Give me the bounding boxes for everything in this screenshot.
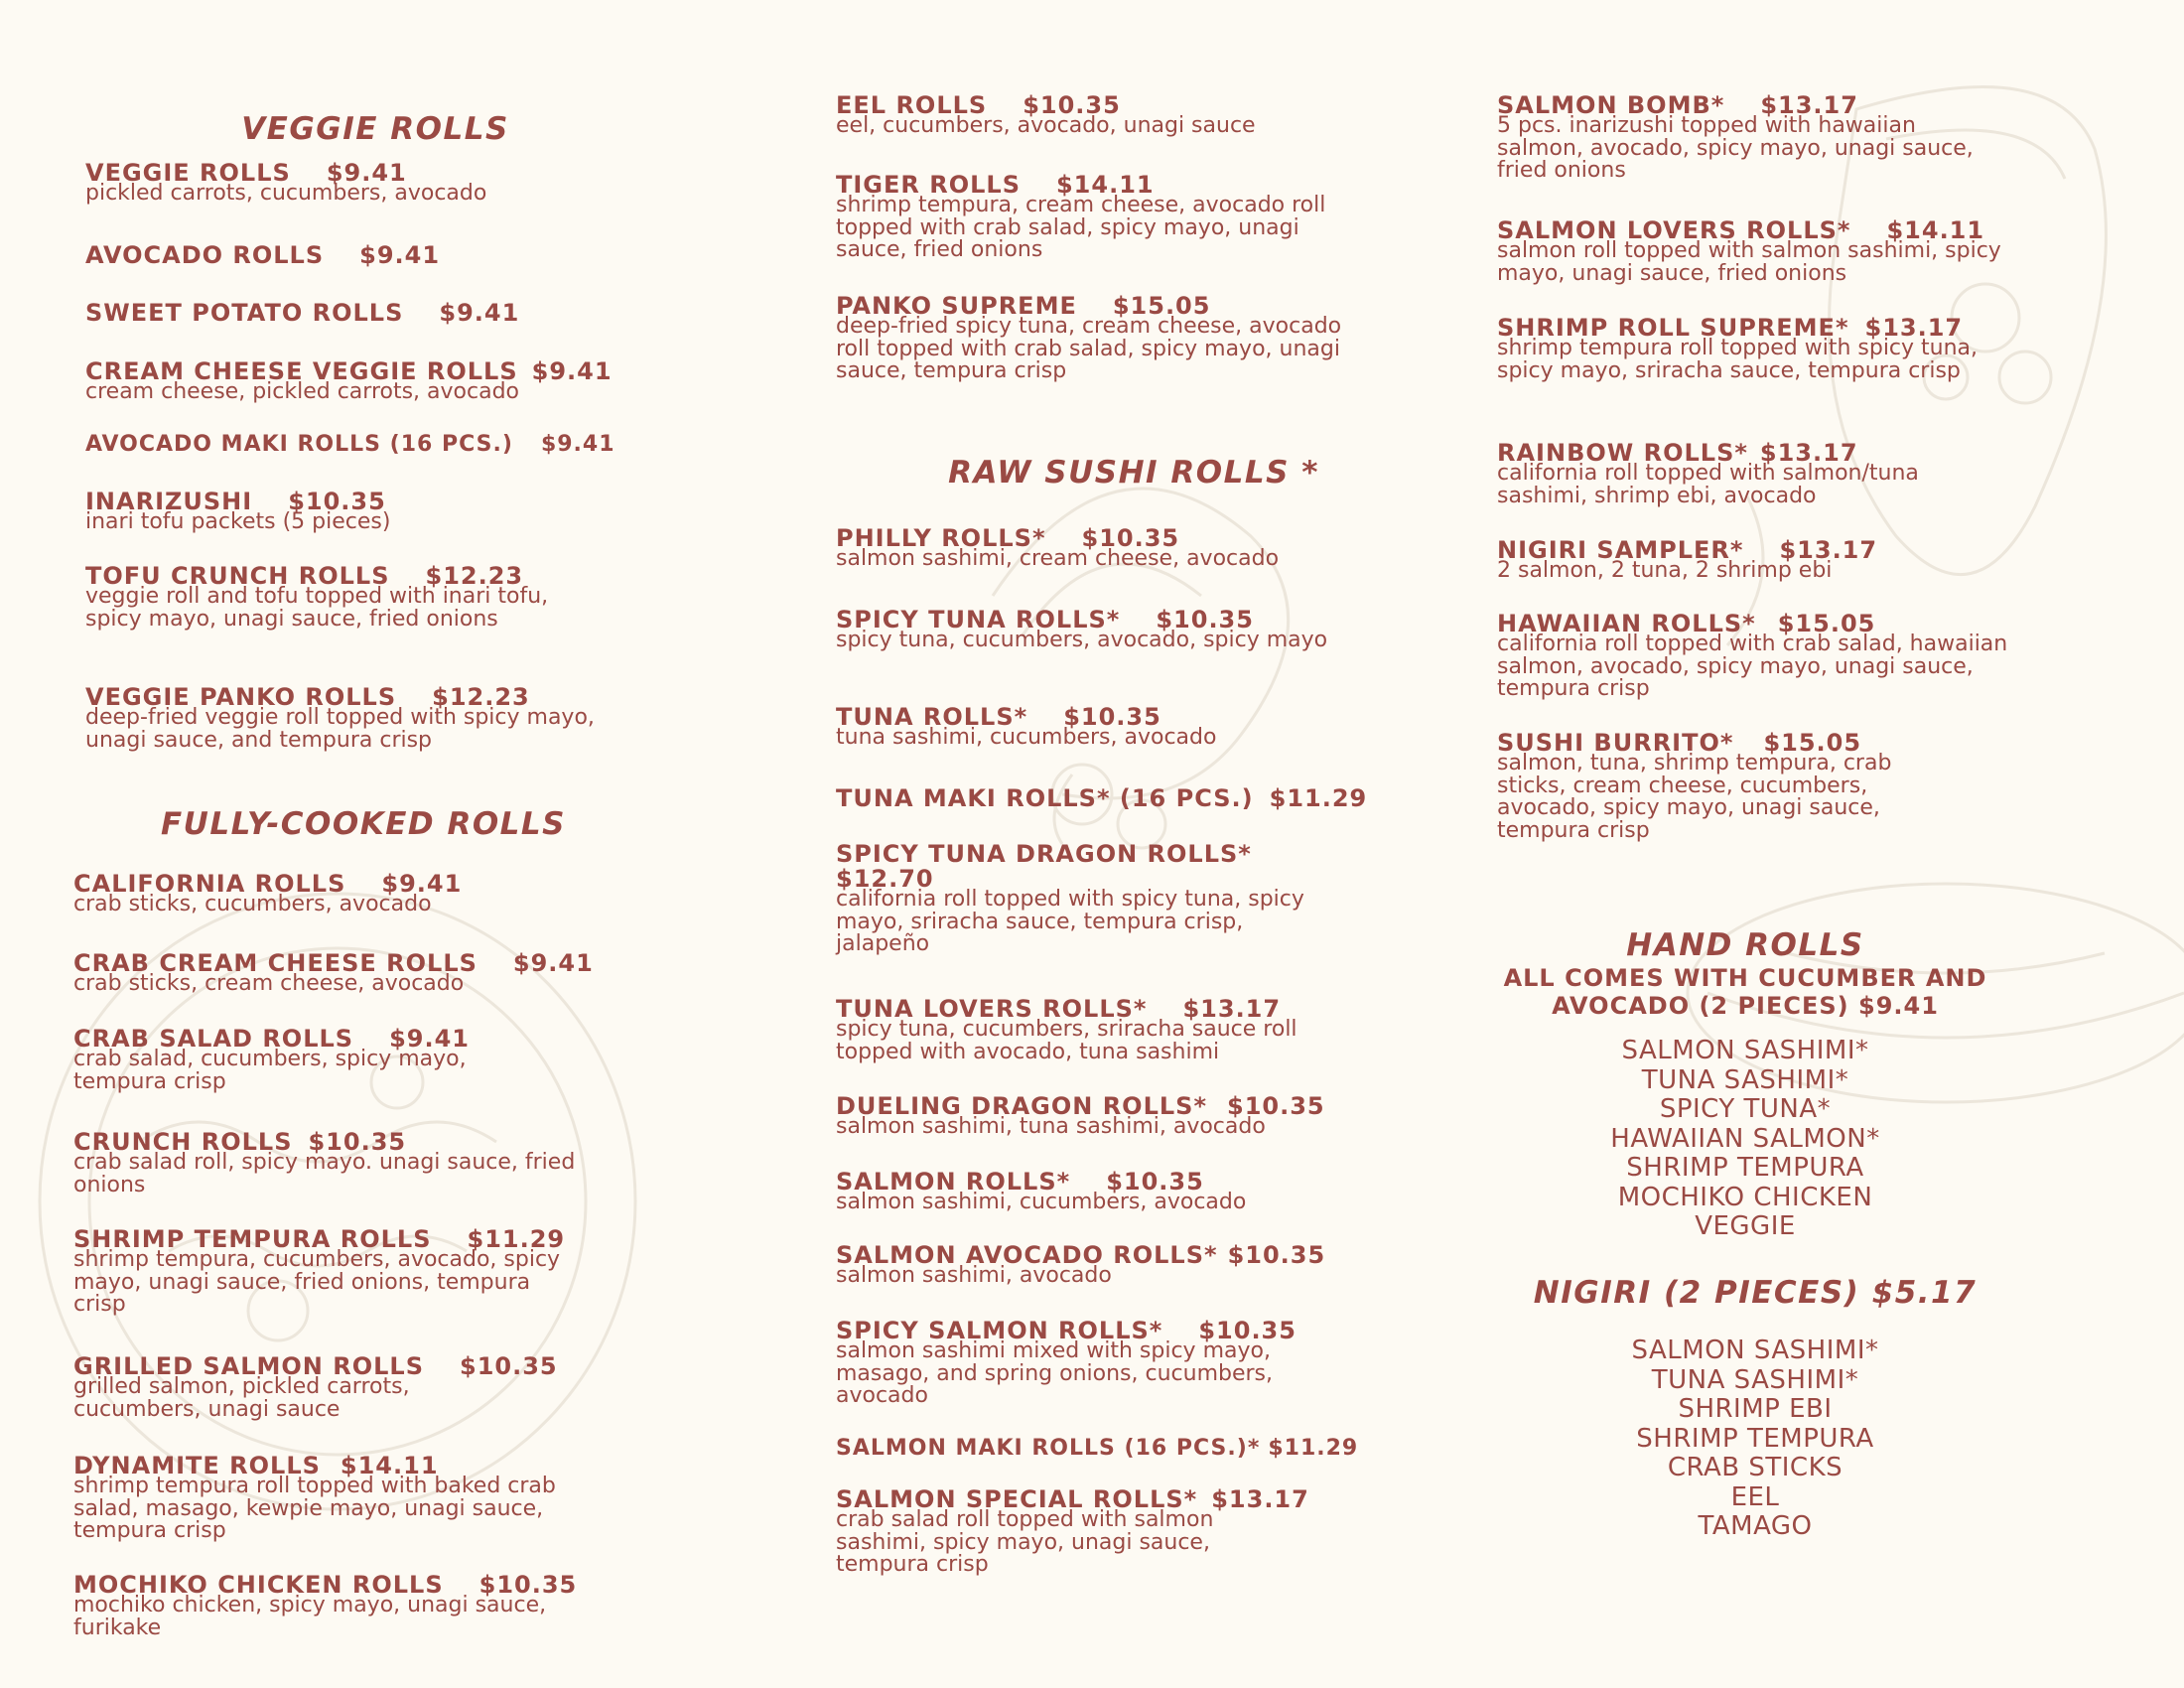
item-price: $10.35 xyxy=(1106,1168,1204,1196)
item-description: salmon sashimi, tuna sashimi, avocado xyxy=(836,1114,1266,1139)
item-name: TOFU CRUNCH ROLLS xyxy=(85,562,390,590)
item-price: $10.35 xyxy=(308,1128,407,1156)
item-description: deep-fried spicy tuna, cream cheese, avocado roll topped with crab salad, spicy mayo, unagi sauce, tempura crisp xyxy=(836,314,1342,383)
item-price: $13.17 xyxy=(1759,439,1858,467)
hand-rolls-heading: HAND ROLLS xyxy=(1626,927,1864,963)
item-price: $10.35 xyxy=(1156,606,1254,633)
item-description: deep-fried veggie roll topped with spicy mayo, unagi sauce, and tempura crisp xyxy=(85,705,595,753)
item-name: SPICY TUNA ROLLS* xyxy=(836,606,1121,633)
item-price: $14.11 xyxy=(340,1452,439,1479)
menu-item xyxy=(85,301,661,326)
item-price: $14.11 xyxy=(1055,171,1155,199)
item-price: $9.41 xyxy=(389,1025,470,1053)
menu-item xyxy=(1497,93,2053,183)
menu-item xyxy=(73,1130,669,1196)
list-item: VEGGIE xyxy=(1695,1211,1796,1241)
item-description: shrimp tempura roll topped with baked crab salad, masago, kewpie mayo, unagi sauce, tempura crisp xyxy=(73,1474,556,1543)
menu-item xyxy=(836,1243,1432,1288)
item-name: TIGER ROLLS xyxy=(836,171,1021,199)
menu-item xyxy=(73,1027,669,1093)
item-name: DUELING DRAGON ROLLS* xyxy=(836,1092,1207,1120)
item-description: grilled salmon, pickled carrots, cucumbers, unagi sauce xyxy=(73,1374,410,1422)
item-name: VEGGIE ROLLS xyxy=(85,159,291,187)
item-description: salmon, tuna, shrimp tempura, crab sticks, cream cheese, cucumbers, avocado, spicy mayo, unagi sauce, tempura crisp xyxy=(1497,751,1892,843)
item-name: TUNA MAKI ROLLS* (16 PCS.) xyxy=(836,784,1254,812)
item-name: CRAB CREAM CHEESE ROLLS xyxy=(73,949,478,977)
fully-cooked-rolls-heading: FULLY-COOKED ROLLS xyxy=(160,806,567,842)
item-price: $12.23 xyxy=(425,562,524,590)
item-price: $9.41 xyxy=(540,432,615,457)
hand-rolls-subtitle-1: ALL COMES WITH CUCUMBER AND xyxy=(1503,964,1987,992)
item-price: $15.05 xyxy=(1777,610,1876,637)
item-description: salmon sashimi mixed with spicy mayo, masago, and spring onions, cucumbers, avocado xyxy=(836,1338,1274,1408)
menu-item xyxy=(836,93,1432,138)
item-price: $10.35 xyxy=(1198,1317,1297,1344)
item-name: PANKO SUPREME xyxy=(836,292,1077,320)
menu-item xyxy=(1497,538,2053,583)
item-name: TUNA LOVERS ROLLS* xyxy=(836,995,1148,1023)
item-price: $9.41 xyxy=(359,241,441,269)
list-item: TUNA SASHIMI* xyxy=(1641,1064,1849,1095)
menu-item xyxy=(85,359,661,404)
item-price: $11.29 xyxy=(1269,784,1368,812)
item-description: salmon roll topped with salmon sashimi, spicy mayo, unagi sauce, fried onions xyxy=(1497,238,2001,286)
menu-item xyxy=(1497,731,2053,842)
item-description: eel, cucumbers, avocado, unagi sauce xyxy=(836,113,1256,138)
item-name: SWEET POTATO ROLLS xyxy=(85,299,404,327)
item-price: $11.29 xyxy=(467,1225,566,1253)
item-description: spicy tuna, cucumbers, avocado, spicy mayo xyxy=(836,628,1328,652)
menu-item xyxy=(1497,612,2053,701)
item-price: $13.17 xyxy=(1211,1485,1309,1513)
item-name: SHRIMP ROLL SUPREME* xyxy=(1497,314,1849,342)
menu-item xyxy=(73,872,669,916)
item-description: shrimp tempura, cream cheese, avocado roll topped with crab salad, spicy mayo, unagi sauce, fried onions xyxy=(836,193,1326,262)
item-name: EEL ROLLS xyxy=(836,91,988,119)
item-description: crab salad roll topped with salmon sashimi, spicy mayo, unagi sauce, tempura crisp xyxy=(836,1507,1214,1577)
item-name: SALMON LOVERS ROLLS* xyxy=(1497,216,1851,244)
item-name: CALIFORNIA ROLLS xyxy=(73,870,346,898)
item-name: SALMON AVOCADO ROLLS* xyxy=(836,1241,1218,1269)
item-price: $9.41 xyxy=(326,159,407,187)
item-description: crab salad roll, spicy mayo. unagi sauce, fried onions xyxy=(73,1150,576,1197)
item-description: california roll topped with spicy tuna, spicy mayo, sriracha sauce, tempura crisp, jalapeño xyxy=(836,887,1304,956)
item-name: SALMON BOMB* xyxy=(1497,91,1725,119)
item-name: CRUNCH ROLLS xyxy=(73,1128,293,1156)
hand-rolls-subtitle-2: AVOCADO (2 PIECES) $9.41 xyxy=(1552,992,1939,1020)
item-name: SALMON SPECIAL ROLLS* xyxy=(836,1485,1198,1513)
item-name: SUSHI BURRITO* xyxy=(1497,729,1734,757)
menu-item xyxy=(73,1227,669,1317)
list-item: SHRIMP TEMPURA xyxy=(1626,1153,1864,1183)
item-name: SPICY SALMON ROLLS* xyxy=(836,1317,1163,1344)
menu-item xyxy=(85,432,661,457)
item-name: GRILLED SALMON ROLLS xyxy=(73,1352,424,1380)
raw-sushi-rolls-heading: RAW SUSHI ROLLS * xyxy=(948,455,1319,491)
menu-item xyxy=(1497,441,2053,507)
item-description: 5 pcs. inarizushi topped with hawaiian salmon, avocado, spicy mayo, unagi sauce, fried onions xyxy=(1497,113,1974,183)
item-price: $10.35 xyxy=(288,488,386,515)
list-item: MOCHIKO CHICKEN xyxy=(1617,1182,1873,1212)
item-name: SALMON MAKI ROLLS (16 PCS.)* xyxy=(836,1436,1261,1461)
menu-item xyxy=(836,786,1432,811)
item-name: AVOCADO ROLLS xyxy=(85,241,325,269)
item-description: spicy tuna, cucumbers, sriracha sauce roll topped with avocado, tuna sashimi xyxy=(836,1017,1297,1064)
menu-item xyxy=(836,997,1432,1063)
menu-item xyxy=(836,1094,1432,1139)
menu-item xyxy=(836,173,1432,262)
item-price: $10.35 xyxy=(1063,703,1161,731)
menu-item xyxy=(836,705,1432,750)
item-name: VEGGIE PANKO ROLLS xyxy=(85,683,397,711)
list-item: EEL xyxy=(1730,1481,1780,1512)
item-description: california roll topped with salmon/tuna sashimi, shrimp ebi, avocado xyxy=(1497,461,1919,508)
item-price: $12.23 xyxy=(432,683,530,711)
item-price: $13.17 xyxy=(1779,536,1878,564)
item-description: california roll topped with crab salad, hawaiian salmon, avocado, spicy mayo, unagi sauce, tempura crisp xyxy=(1497,632,2008,701)
menu-item xyxy=(73,951,669,996)
item-price: $9.41 xyxy=(512,949,594,977)
item-price: $11.29 xyxy=(1268,1436,1359,1461)
item-price: $10.35 xyxy=(1227,1241,1326,1269)
item-description: tuna sashimi, cucumbers, avocado xyxy=(836,725,1217,750)
item-description: cream cheese, pickled carrots, avocado xyxy=(85,379,520,404)
item-price: $10.35 xyxy=(1081,524,1180,552)
item-price: $9.41 xyxy=(531,357,613,385)
item-name: TUNA ROLLS* xyxy=(836,703,1028,731)
menu-item xyxy=(85,161,661,206)
item-description: salmon sashimi, cream cheese, avocado xyxy=(836,546,1280,571)
item-description: veggie roll and tofu topped with inari tofu, spicy mayo, unagi sauce, fried onions xyxy=(85,584,549,632)
item-name: NIGIRI SAMPLER* xyxy=(1497,536,1744,564)
item-price: $10.35 xyxy=(1023,91,1121,119)
menu-item xyxy=(836,842,1432,956)
menu-item xyxy=(836,1319,1432,1408)
item-price: $10.35 xyxy=(1227,1092,1325,1120)
item-price: $9.41 xyxy=(381,870,463,898)
item-name: SPICY TUNA DRAGON ROLLS* xyxy=(836,840,1252,868)
menu-item xyxy=(836,294,1432,383)
menu-item xyxy=(73,1573,669,1639)
item-name: RAINBOW ROLLS* xyxy=(1497,439,1748,467)
list-item: SALMON SASHIMI* xyxy=(1621,1036,1869,1065)
menu-item xyxy=(85,243,661,268)
item-price: $10.35 xyxy=(478,1571,578,1599)
item-description: crab sticks, cream cheese, avocado xyxy=(73,971,465,996)
item-name: INARIZUSHI xyxy=(85,488,253,515)
item-name: CREAM CHEESE VEGGIE ROLLS xyxy=(85,357,518,385)
menu-item xyxy=(1497,218,2053,285)
nigiri-list xyxy=(1507,1336,2003,1542)
item-name: AVOCADO MAKI ROLLS (16 PCS.) xyxy=(85,432,513,457)
item-price: $12.70 xyxy=(836,865,934,893)
menu-item xyxy=(85,490,661,534)
item-price: $13.17 xyxy=(1864,314,1964,342)
item-description: inari tofu packets (5 pieces) xyxy=(85,509,391,534)
menu-item xyxy=(836,1436,1432,1461)
hand-rolls-list xyxy=(1497,1037,1993,1242)
item-description: 2 salmon, 2 tuna, 2 shrimp ebi xyxy=(1497,558,1833,583)
menu-item xyxy=(73,1454,669,1543)
menu-item xyxy=(73,1354,669,1421)
list-item: HAWAIIAN SALMON* xyxy=(1610,1123,1880,1154)
list-item: TAMAGO xyxy=(1698,1511,1813,1541)
item-description: shrimp tempura, cucumbers, avocado, spicy mayo, unagi sauce, fried onions, tempura crisp xyxy=(73,1247,561,1317)
item-description: crab sticks, cucumbers, avocado xyxy=(73,892,432,916)
item-price: $14.11 xyxy=(1886,216,1985,244)
item-description: salmon sashimi, cucumbers, avocado xyxy=(836,1190,1247,1214)
item-name: CRAB SALAD ROLLS xyxy=(73,1025,354,1053)
item-description: shrimp tempura roll topped with spicy tuna, spicy mayo, sriracha sauce, tempura crisp xyxy=(1497,336,1979,383)
menu-item xyxy=(85,685,661,752)
menu-item xyxy=(836,526,1432,571)
item-price: $9.41 xyxy=(439,299,520,327)
menu-item xyxy=(1497,316,2053,382)
list-item: CRAB STICKS xyxy=(1667,1453,1843,1482)
list-item: SPICY TUNA* xyxy=(1659,1094,1832,1124)
item-price: $10.35 xyxy=(460,1352,558,1380)
item-name: PHILLY ROLLS* xyxy=(836,524,1046,552)
item-price: $15.05 xyxy=(1112,292,1211,320)
item-description: crab salad, cucumbers, spicy mayo, tempura crisp xyxy=(73,1047,467,1094)
list-item: SALMON SASHIMI* xyxy=(1631,1336,1879,1365)
item-description: salmon sashimi, avocado xyxy=(836,1263,1112,1288)
item-name: SHRIMP TEMPURA ROLLS xyxy=(73,1225,432,1253)
menu-item xyxy=(836,1487,1432,1577)
item-description: pickled carrots, cucumbers, avocado xyxy=(85,181,487,206)
list-item: TUNA SASHIMI* xyxy=(1651,1364,1859,1395)
item-name: SALMON ROLLS* xyxy=(836,1168,1071,1196)
item-name: MOCHIKO CHICKEN ROLLS xyxy=(73,1571,444,1599)
nigiri-heading: NIGIRI (2 PIECES) $5.17 xyxy=(1533,1275,1978,1311)
item-price: $13.17 xyxy=(1182,995,1282,1023)
menu-item xyxy=(836,608,1432,652)
list-item: SHRIMP TEMPURA xyxy=(1636,1423,1874,1454)
item-description: mochiko chicken, spicy mayo, unagi sauce, furikake xyxy=(73,1593,547,1640)
item-price: $15.05 xyxy=(1763,729,1862,757)
menu-item xyxy=(85,564,661,631)
veggie-rolls-heading: VEGGIE ROLLS xyxy=(241,111,509,147)
item-price: $13.17 xyxy=(1760,91,1858,119)
list-item: SHRIMP EBI xyxy=(1678,1394,1833,1424)
item-name: HAWAIIAN ROLLS* xyxy=(1497,610,1756,637)
item-name: DYNAMITE ROLLS xyxy=(73,1452,321,1479)
menu-item xyxy=(836,1170,1432,1214)
